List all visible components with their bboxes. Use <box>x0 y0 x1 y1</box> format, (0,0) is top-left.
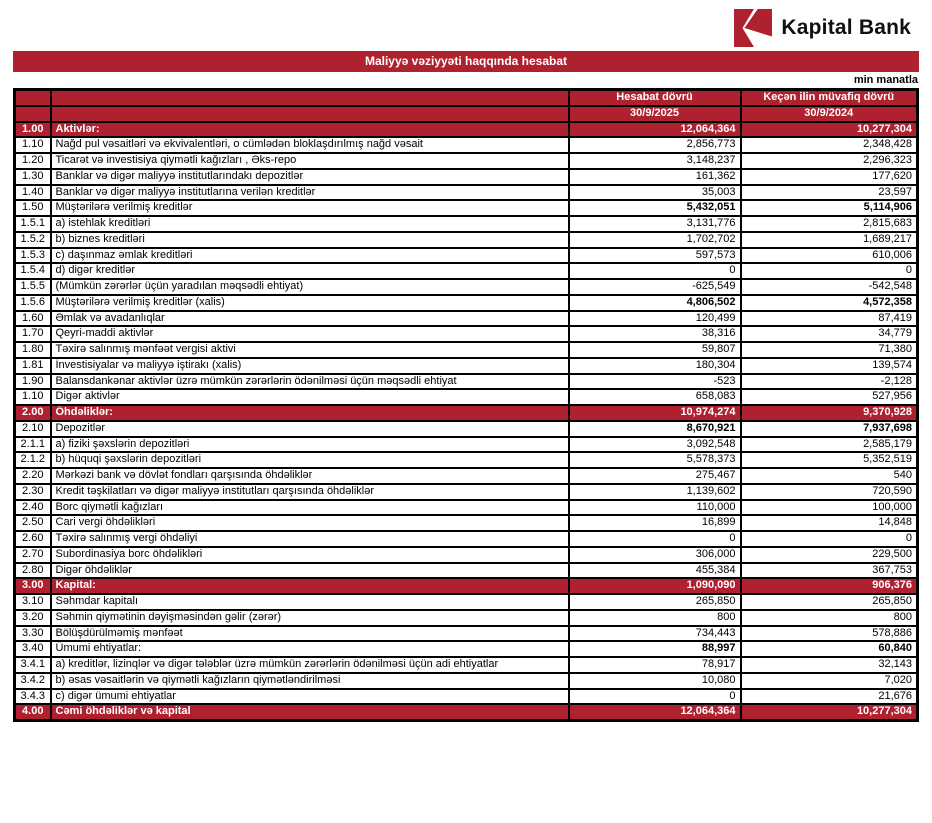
row-value-current: 1,139,602 <box>569 484 741 500</box>
row-value-current: -625,549 <box>569 279 741 295</box>
header-row-period <box>15 90 918 106</box>
row-value-previous: 720,590 <box>741 484 918 500</box>
row-value-previous: -2,128 <box>741 374 918 390</box>
table-row <box>15 421 918 437</box>
table-row <box>15 311 918 327</box>
row-number: 1.5.4 <box>15 263 51 279</box>
row-value-previous: 71,380 <box>741 342 918 358</box>
row-number: 3.4.2 <box>15 673 51 689</box>
row-number: 1.5.1 <box>15 216 51 232</box>
row-number: 1.10 <box>15 137 51 153</box>
row-label: c) digər ümumi ehtiyatlar <box>51 689 569 705</box>
row-label: Bölüşdürülməmiş mənfəət <box>51 626 569 642</box>
row-value-current: 16,899 <box>569 515 741 531</box>
row-value-previous: 5,352,519 <box>741 452 918 468</box>
row-label: Banklar və digər maliyyə institutlarına verilən kreditlər <box>51 185 569 201</box>
table-row <box>15 185 918 201</box>
row-value-current: 597,573 <box>569 248 741 264</box>
row-label: Depozitlər <box>51 421 569 437</box>
row-value-previous: 10,277,304 <box>741 704 918 720</box>
table-row <box>15 563 918 579</box>
row-value-current: 455,384 <box>569 563 741 579</box>
row-label: Digər aktivlər <box>51 389 569 405</box>
table-row <box>15 437 918 453</box>
header-label-cell <box>51 106 569 122</box>
row-value-previous: 0 <box>741 263 918 279</box>
row-number: 3.30 <box>15 626 51 642</box>
row-value-previous: 800 <box>741 610 918 626</box>
row-value-previous: 177,620 <box>741 169 918 185</box>
table-row <box>15 578 918 594</box>
row-value-current: 275,467 <box>569 468 741 484</box>
row-value-current: 12,064,364 <box>569 122 741 138</box>
row-number: 4.00 <box>15 704 51 720</box>
row-value-current: -523 <box>569 374 741 390</box>
row-number: 2.10 <box>15 421 51 437</box>
row-number: 1.00 <box>15 122 51 138</box>
row-value-current: 38,316 <box>569 326 741 342</box>
row-label: Ticarət və investisiya qiymətli kağızları , Əks-repo <box>51 153 569 169</box>
row-value-current: 12,064,364 <box>569 704 741 720</box>
table-row <box>15 232 918 248</box>
table-row <box>15 610 918 626</box>
table-row <box>15 515 918 531</box>
table-row <box>15 216 918 232</box>
row-value-current: 265,850 <box>569 594 741 610</box>
table-row <box>15 169 918 185</box>
row-value-current: 0 <box>569 263 741 279</box>
row-number: 1.81 <box>15 358 51 374</box>
table-row <box>15 279 918 295</box>
row-label: Subordinasiya borc öhdəlikləri <box>51 547 569 563</box>
row-label: Kredit təşkilatları və digər maliyyə institutları qarşısında öhdəliklər <box>51 484 569 500</box>
table-row <box>15 531 918 547</box>
header-number-cell <box>15 106 51 122</box>
row-label: Cari vergi öhdəlikləri <box>51 515 569 531</box>
row-label: Nağd pul vəsaitləri və ekvivalentləri, o cümlədən bloklaşdırılmış nağd vəsait <box>51 137 569 153</box>
table-row <box>15 452 918 468</box>
row-value-previous: 100,000 <box>741 500 918 516</box>
report-title-bar: Maliyyə vəziyyəti haqqında hesabat <box>13 51 919 72</box>
table-row <box>15 122 918 138</box>
table-row <box>15 547 918 563</box>
row-number: 3.4.1 <box>15 657 51 673</box>
row-label: Təxirə salınmış vergi öhdəliyi <box>51 531 569 547</box>
row-number: 1.5.2 <box>15 232 51 248</box>
table-row <box>15 673 918 689</box>
row-number: 2.70 <box>15 547 51 563</box>
row-value-previous: 229,500 <box>741 547 918 563</box>
row-number: 2.30 <box>15 484 51 500</box>
row-value-previous: 578,886 <box>741 626 918 642</box>
row-label: Ümumi ehtiyatlar: <box>51 641 569 657</box>
row-value-current: 35,003 <box>569 185 741 201</box>
row-number: 3.20 <box>15 610 51 626</box>
row-number: 1.50 <box>15 200 51 216</box>
row-label: a) kreditlər, lizinqlər və digər tələblər üzrə mümkün zərərlərin ödənilməsi üçün adi ehtiyatlar <box>51 657 569 673</box>
row-value-previous: 527,956 <box>741 389 918 405</box>
table-body <box>15 122 918 721</box>
row-number: 1.60 <box>15 311 51 327</box>
logo-text: Kapital Bank <box>781 16 911 39</box>
financial-position-table <box>13 88 919 722</box>
row-number: 3.40 <box>15 641 51 657</box>
logo <box>13 6 919 50</box>
row-number: 2.1.2 <box>15 452 51 468</box>
row-label: b) biznes kreditləri <box>51 232 569 248</box>
unit-note: min manatla <box>853 74 918 86</box>
table-row <box>15 137 918 153</box>
row-value-current: 0 <box>569 531 741 547</box>
table-row <box>15 704 918 720</box>
header-label-cell <box>51 90 569 106</box>
table-row <box>15 153 918 169</box>
row-value-previous: 7,937,698 <box>741 421 918 437</box>
row-value-previous: 2,585,179 <box>741 437 918 453</box>
table-header <box>15 90 918 122</box>
table-row <box>15 500 918 516</box>
table-row <box>15 641 918 657</box>
row-number: 2.1.1 <box>15 437 51 453</box>
row-number: 2.00 <box>15 405 51 421</box>
row-value-current: 110,000 <box>569 500 741 516</box>
table-row <box>15 468 918 484</box>
row-label: Müştərilərə verilmiş kreditlər <box>51 200 569 216</box>
row-value-current: 8,670,921 <box>569 421 741 437</box>
row-number: 1.5.6 <box>15 295 51 311</box>
table-row <box>15 374 918 390</box>
row-value-current: 1,090,090 <box>569 578 741 594</box>
row-label: Cəmi öhdəliklər və kapital <box>51 704 569 720</box>
row-value-current: 658,083 <box>569 389 741 405</box>
row-value-current: 3,131,776 <box>569 216 741 232</box>
header-previous-period: Keçən ilin müvafiq dövrü <box>741 90 918 106</box>
row-label: Səhmdar kapitalı <box>51 594 569 610</box>
row-number: 3.10 <box>15 594 51 610</box>
row-label: Banklar və digər maliyyə institutlarındakı depozitlər <box>51 169 569 185</box>
row-value-current: 306,000 <box>569 547 741 563</box>
row-number: 1.5.3 <box>15 248 51 264</box>
header-previous-date: 30/9/2024 <box>741 106 918 122</box>
row-value-previous: 540 <box>741 468 918 484</box>
table-row <box>15 484 918 500</box>
header-number-cell <box>15 90 51 106</box>
row-value-previous: 1,689,217 <box>741 232 918 248</box>
row-value-previous: 21,676 <box>741 689 918 705</box>
row-value-current: 120,499 <box>569 311 741 327</box>
row-label: Balansdankənar aktivlər üzrə mümkün zərərlərin ödənilməsi üçün məqsədli ehtiyat <box>51 374 569 390</box>
row-value-previous: 10,277,304 <box>741 122 918 138</box>
row-value-previous: 9,370,928 <box>741 405 918 421</box>
row-value-previous: -542,548 <box>741 279 918 295</box>
table-row <box>15 689 918 705</box>
row-value-previous: 367,753 <box>741 563 918 579</box>
row-label: Müştərilərə verilmiş kreditlər (xalis) <box>51 295 569 311</box>
table-row <box>15 389 918 405</box>
row-value-current: 0 <box>569 689 741 705</box>
row-value-previous: 4,572,358 <box>741 295 918 311</box>
row-value-current: 78,917 <box>569 657 741 673</box>
row-number: 1.10 <box>15 389 51 405</box>
row-value-current: 734,443 <box>569 626 741 642</box>
row-label: Mərkəzi bank və dövlət fondları qarşısında öhdəliklər <box>51 468 569 484</box>
row-value-previous: 610,006 <box>741 248 918 264</box>
row-label: b) əsas vəsaitlərin və qiymətli kağızların qiymətləndirilməsi <box>51 673 569 689</box>
row-value-previous: 34,779 <box>741 326 918 342</box>
row-value-previous: 5,114,906 <box>741 200 918 216</box>
row-value-previous: 7,020 <box>741 673 918 689</box>
row-number: 1.30 <box>15 169 51 185</box>
row-value-current: 59,807 <box>569 342 741 358</box>
row-value-current: 5,578,373 <box>569 452 741 468</box>
row-label: (Mümkün zərərlər üçün yaradılan məqsədli ehtiyat) <box>51 279 569 295</box>
table-row <box>15 248 918 264</box>
header-current-date: 30/9/2025 <box>569 106 741 122</box>
row-value-previous: 32,143 <box>741 657 918 673</box>
row-label: Qeyri-maddi aktivlər <box>51 326 569 342</box>
row-number: 3.4.3 <box>15 689 51 705</box>
table-row <box>15 263 918 279</box>
row-label: c) daşınmaz əmlak kreditləri <box>51 248 569 264</box>
kapital-bank-flag-icon <box>734 9 772 47</box>
row-value-current: 180,304 <box>569 358 741 374</box>
row-label: Borc qiymətli kağızları <box>51 500 569 516</box>
row-value-previous: 87,419 <box>741 311 918 327</box>
row-value-previous: 14,848 <box>741 515 918 531</box>
row-label: Aktivlər: <box>51 122 569 138</box>
row-value-previous: 2,815,683 <box>741 216 918 232</box>
table-row <box>15 326 918 342</box>
row-number: 2.80 <box>15 563 51 579</box>
row-label: İnvestisiyalar və maliyyə iştirakı (xalis) <box>51 358 569 374</box>
row-number: 3.00 <box>15 578 51 594</box>
row-label: Təxirə salınmış mənfəət vergisi aktivi <box>51 342 569 358</box>
header-row-dates <box>15 106 918 122</box>
row-value-previous: 0 <box>741 531 918 547</box>
row-value-current: 4,806,502 <box>569 295 741 311</box>
table-row <box>15 594 918 610</box>
row-label: Öhdəliklər: <box>51 405 569 421</box>
row-number: 1.40 <box>15 185 51 201</box>
row-value-previous: 139,574 <box>741 358 918 374</box>
row-number: 2.50 <box>15 515 51 531</box>
row-value-current: 5,432,051 <box>569 200 741 216</box>
row-value-current: 10,974,274 <box>569 405 741 421</box>
table-row <box>15 405 918 421</box>
row-number: 2.60 <box>15 531 51 547</box>
row-number: 1.90 <box>15 374 51 390</box>
row-value-previous: 2,348,428 <box>741 137 918 153</box>
table-row <box>15 657 918 673</box>
row-value-previous: 60,840 <box>741 641 918 657</box>
row-value-current: 3,148,237 <box>569 153 741 169</box>
table-row <box>15 358 918 374</box>
row-value-previous: 906,376 <box>741 578 918 594</box>
row-label: d) digər kreditlər <box>51 263 569 279</box>
row-number: 1.20 <box>15 153 51 169</box>
row-value-current: 10,080 <box>569 673 741 689</box>
row-number: 1.80 <box>15 342 51 358</box>
row-value-current: 161,362 <box>569 169 741 185</box>
row-label: Kapital: <box>51 578 569 594</box>
table-row <box>15 342 918 358</box>
header-current-period: Hesabat dövrü <box>569 90 741 106</box>
table-row <box>15 200 918 216</box>
table-row <box>15 295 918 311</box>
row-label: Əmlak və avadanlıqlar <box>51 311 569 327</box>
row-value-current: 2,856,773 <box>569 137 741 153</box>
row-number: 1.5.5 <box>15 279 51 295</box>
row-value-previous: 23,597 <box>741 185 918 201</box>
row-label: b) hüquqi şəxslərin depozitləri <box>51 452 569 468</box>
row-number: 2.20 <box>15 468 51 484</box>
row-value-current: 3,092,548 <box>569 437 741 453</box>
row-label: Səhmin qiymətinin dəyişməsindən gəlir (zərər) <box>51 610 569 626</box>
row-number: 1.70 <box>15 326 51 342</box>
row-value-current: 800 <box>569 610 741 626</box>
row-number: 2.40 <box>15 500 51 516</box>
row-value-previous: 2,296,323 <box>741 153 918 169</box>
row-value-current: 88,997 <box>569 641 741 657</box>
row-value-previous: 265,850 <box>741 594 918 610</box>
row-label: a) fiziki şəxslərin depozitləri <box>51 437 569 453</box>
row-label: Digər öhdəliklər <box>51 563 569 579</box>
row-value-current: 1,702,702 <box>569 232 741 248</box>
table-row <box>15 626 918 642</box>
row-label: a) istehlak kreditləri <box>51 216 569 232</box>
